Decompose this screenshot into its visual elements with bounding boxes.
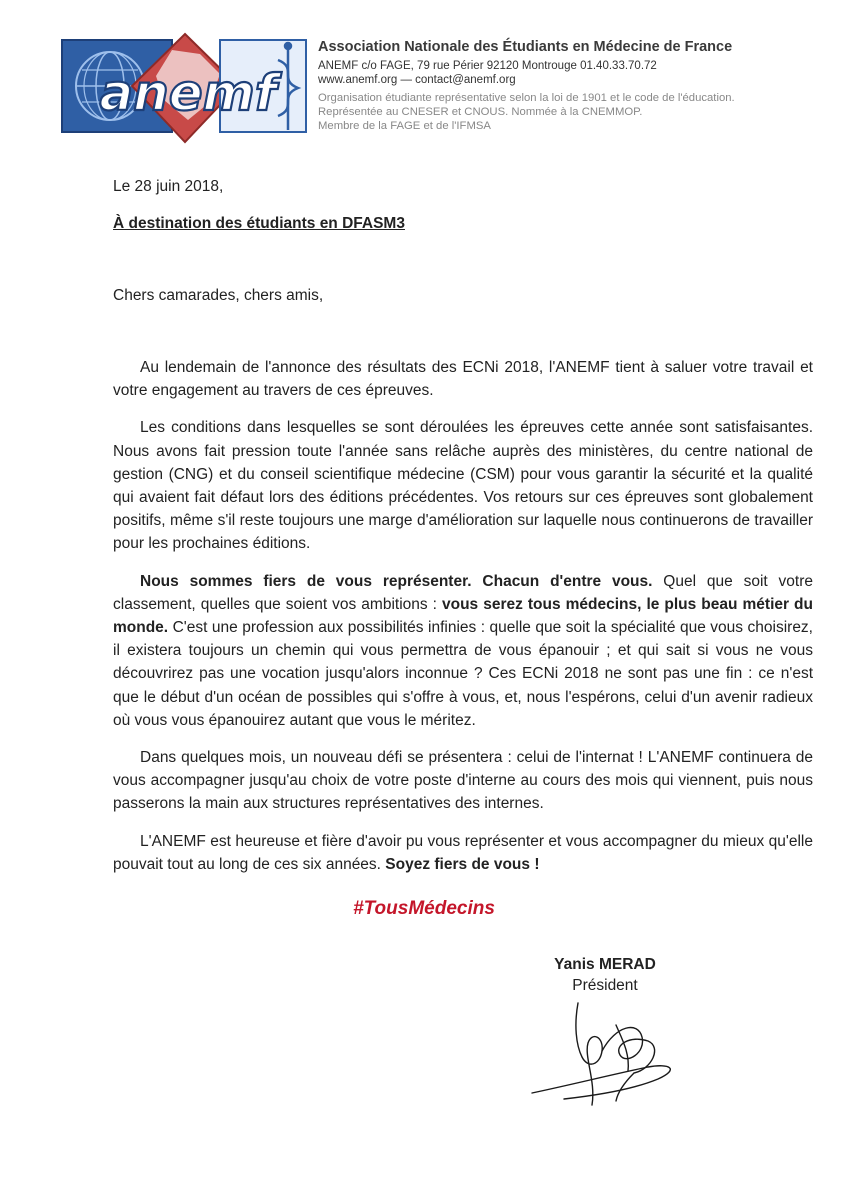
- paragraph-results: Au lendemain de l'annonce des résultats des ECNi 2018, l'ANEMF tient à saluer votre travail et votre engagement au travers de ces épreuves.: [113, 359, 813, 400]
- handwritten-signature: [530, 995, 730, 1130]
- paragraph-text: L'ANEMF est heureuse et fière d'avoir pu vous représenter et vous accompagner du mieux qu'elle pouvait tout au long de ces six années.: [113, 832, 813, 873]
- org-contact[interactable]: www.anemf.org — contact@anemf.org: [318, 74, 516, 86]
- paragraph-pride: [113, 570, 813, 732]
- paragraph-text: C'est une profession aux possibilités infinies : quelle que soit la spécialité que vous choisirez, il existera toujours un chemin qui vous permettra de vous épanouir ; et qui sait si vous ne vous découvrirez pas une vocation jusqu'alors inconnue ? Ces ECNi 2018 ne sont pas une fin : ce n'est que le début d'un océan de possibles qui s'offre à vous, et, nous l'espérons, celui d'un avenir radieux où vous vous épanouirez autant que vous le méritez.: [113, 619, 813, 729]
- letter-greeting: Chers camarades, chers amis,: [113, 287, 324, 304]
- paragraph-text: Quel que soit votre classement, quelles que soient vos ambitions :: [113, 572, 813, 613]
- paragraph-conditions: Les conditions dans lesquelles se sont déroulées les épreuves cette année sont satisfaisantes. Nous avons fait pression toute l'année sans relâche auprès des ministères, du centre national de gestion (CNG) et du conseil scientifique médecine (CSM) pour vous garantir la sécurité et la qualité qui avaient fait défaut lors des éditions précédentes. Vos retours sur ces épreuves sont globalement positifs, même s'il reste toujours une marge d'amélioration sur laquelle nous continuerons de travailler pour les prochaines éditions.: [113, 419, 813, 553]
- org-description: [318, 91, 818, 133]
- bold-statement: Nous sommes fiers de vous représenter. Chacun d'entre vous.: [140, 572, 653, 590]
- bold-statement: vous serez tous médecins, le plus beau métier du monde.: [113, 595, 813, 637]
- org-description-line: Membre de la FAGE et de l'IFMSA: [318, 120, 491, 132]
- hashtag: #TousMédecins: [353, 898, 495, 919]
- org-description-line: Organisation étudiante représentative selon la loi de 1901 et le code de l'éducation.: [318, 92, 735, 104]
- anemf-logo: [60, 30, 310, 148]
- logo-wordmark: anemf: [99, 64, 277, 122]
- signatory-name: Yanis MERAD: [554, 956, 656, 973]
- signatory-role: Président: [572, 977, 638, 994]
- letter-subject: À destination des étudiants en DFASM3: [113, 215, 405, 232]
- org-address: ANEMF c/o FAGE, 79 rue Périer 92120 Montrouge 01.40.33.70.72: [318, 60, 657, 72]
- organization-info: [318, 40, 818, 133]
- bold-statement: Soyez fiers de vous !: [385, 855, 540, 873]
- paragraph-closing: [113, 830, 813, 876]
- paragraph-internship: Dans quelques mois, un nouveau défi se présentera : celui de l'internat ! L'ANEMF continuera de vous accompagner jusqu'au choix de votre poste d'interne au cours des mois qui viennent, puis nous passerons la main aux structures représentatives des internes.: [113, 749, 813, 813]
- org-description-line: Représentée au CNESER et CNOUS. Nommée à la CNEMMOP.: [318, 106, 643, 118]
- letter-body: [113, 356, 813, 890]
- org-name: Association Nationale des Étudiants en Médecine de France: [318, 39, 733, 55]
- letter-date: Le 28 juin 2018,: [113, 178, 224, 195]
